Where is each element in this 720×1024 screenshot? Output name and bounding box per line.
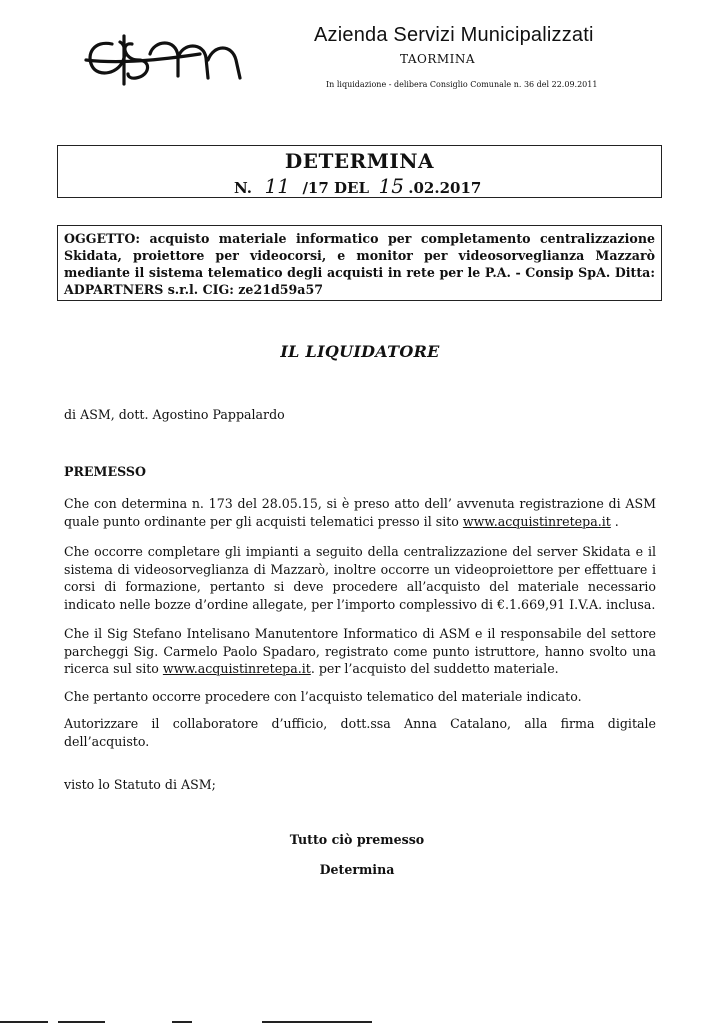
paragraph-5: Autorizzare il collaboratore d’ufficio, dott.ssa Anna Catalano, alla firma digitale dell’acquisto.	[64, 716, 656, 749]
p3-end: . per l’acquisto del suddetto materiale.	[310, 661, 559, 677]
oggetto-body: acquisto materiale informatico per completamento centralizzazione Skidata, proiettore per videocorsi, e monitor per videosorveglianza Mazzarò mediante il sistema telematico degli acquisti in rete per le P.A. - Consip SpA. Ditta: ADPARTNERS s.r.l. CIG: ze21d59a57	[64, 231, 656, 298]
tutto-premesso: Tutto ciò premesso	[289, 832, 425, 847]
intro-line: di ASM, dott. Agostino Pappalardo	[64, 407, 285, 422]
determina-closing: Determina	[319, 862, 395, 877]
p1-text: Che con determina n. 173 del 28.05.15, si è preso atto dell’ avvenuta registrazione di ASM quale punto ordinante per gli acquisti telematici presso il sito	[64, 496, 656, 529]
paragraph-3	[64, 625, 656, 678]
statuto-line: visto lo Statuto di ASM;	[64, 777, 216, 792]
handwritten-number: 11	[264, 174, 290, 198]
number-suffix: .02.2017	[408, 179, 482, 197]
determina-number-row	[234, 174, 481, 198]
paragraph-2: Che occorre completare gli impianti a seguito della centralizzazione del server Skidata e il sistema di videosorveglianza di Mazzarò, inoltre occorre un videoproiettore per effettuare i corsi di formazione, pertanto si deve procedere all’acquisto del materiale necessario indicato nelle bozze d’ordine allegate, per l’importo complessivo di €.1.669,91 I.V.A. inclusa.	[64, 544, 656, 612]
number-prefix: N.	[234, 179, 252, 197]
organization-name: Azienda Servizi Municipalizzati	[314, 24, 594, 46]
premesso-heading: PREMESSO	[64, 464, 146, 479]
handwritten-day: 15	[378, 174, 404, 198]
p1-link[interactable]: www.acquistinretepa.it	[462, 513, 611, 529]
paragraph-4: Che pertanto occorre procedere con l’acquisto telematico del materiale indicato.	[64, 689, 582, 704]
p3-link[interactable]: www.acquistinretepa.it	[162, 661, 311, 677]
liquidatore-heading: IL LIQUIDATORE	[280, 342, 440, 361]
oggetto-text	[64, 230, 655, 298]
scan-edge-marks	[0, 1010, 720, 1024]
oggetto-box	[57, 225, 662, 301]
determina-box	[57, 145, 662, 198]
determina-title: DETERMINA	[284, 149, 435, 173]
oggetto-label: OGGETTO:	[64, 231, 140, 246]
paragraph-1	[64, 495, 656, 530]
number-middle: /17 DEL	[302, 179, 370, 197]
asm-logo	[80, 14, 250, 94]
organization-city: TAORMINA	[400, 52, 476, 66]
p1-end: .	[610, 513, 619, 529]
liquidation-note: In liquidazione - delibera Consiglio Comunale n. 36 del 22.09.2011	[326, 80, 598, 89]
p3-text: Che il Sig Stefano Intelisano Manutentore Informatico di ASM e il responsabile del settore parcheggi Sig. Carmelo Paolo Spadaro, registrato come punto istruttore, hanno svolto una ricerca sul sito	[64, 626, 656, 677]
